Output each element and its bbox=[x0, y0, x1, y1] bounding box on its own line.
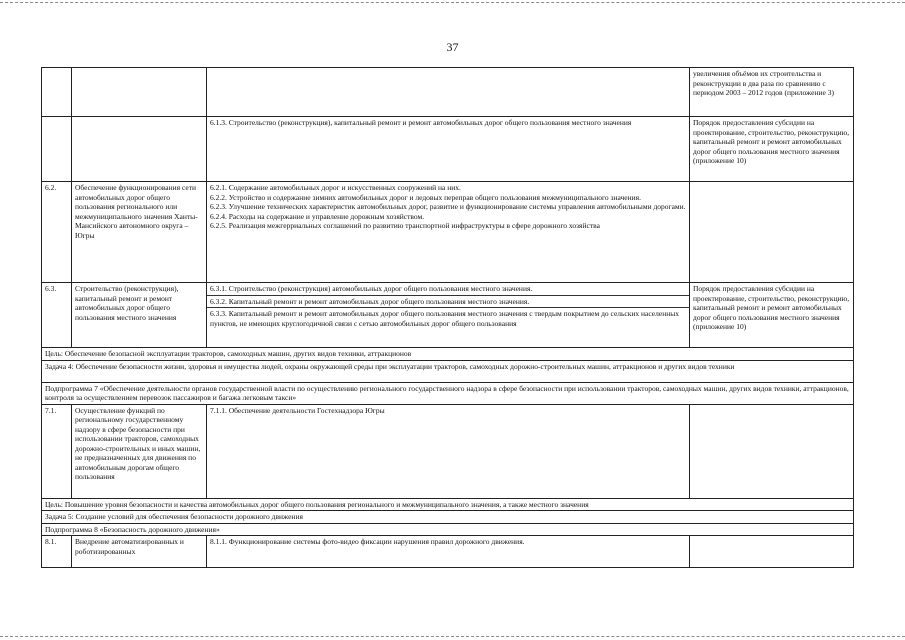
table-row bbox=[42, 117, 854, 182]
cell-name: Внедрение автоматизированных и роботизированных bbox=[72, 536, 207, 568]
subprogram-row bbox=[42, 382, 854, 404]
cell-requisites: Порядок предоставления субсидии на проектирование, строительство, реконструкцию, капитальный ремонт и ремонт автомобильных дорог общего пользования местного значения (приложение 10) bbox=[690, 117, 854, 182]
cell-name: Осуществление функций по региональному государственному надзору в сфере безопасности при использовании тракторов, самоходных дорожно-строительных и иных машин, не предназначенных для движения по автомобильным дорогам общего пользования bbox=[72, 404, 207, 498]
cell-requisites bbox=[690, 404, 854, 498]
cell-num: 6.3. bbox=[42, 283, 72, 348]
table-row bbox=[42, 536, 854, 568]
cell-name bbox=[72, 117, 207, 182]
goal-cell: Цель: Повышение уровня безопасности и качества автомобильных дорог общего пользования регионального и межмуниципального значения, а также местного значения bbox=[42, 498, 854, 511]
cell-requisites bbox=[690, 536, 854, 568]
task-cell: Задача 4: Обеспечение безопасности жизни, здоровья и имущества людей, охраны окружающей среды при эксплуатации тракторов, самоходных дорожно-строительных машин, аттракционов и других видов техники bbox=[42, 360, 854, 382]
task-line: 6.2.4. Расходы на содержание и управление дорожным хозяйством. bbox=[210, 211, 425, 221]
cell-name bbox=[72, 68, 207, 117]
task-line: 6.2.2. Устройство и содержание зимних автомобильных дорог и ледовых переправ общего пользования межмуниципального значения. bbox=[210, 192, 641, 202]
cell-num bbox=[42, 68, 72, 117]
cell-name: Обеспечение функционирования сети автомобильных дорог общего пользования регионального или межмуниципального значения Ханты-Мансийского автономного округа – Югры bbox=[72, 182, 207, 283]
cell-task: 6.1.3. Строительство (реконструкция), капитальный ремонт и ремонт автомобильных дорог общего пользования местного значения bbox=[207, 117, 690, 182]
table-row bbox=[42, 68, 854, 117]
cell-task bbox=[207, 68, 690, 117]
subprogram-cell: Подпрограмма 8 «Безопасность дорожного движения» bbox=[42, 523, 854, 536]
task-line: 6.2.3. Улучшение технических характеристик автомобильных дорог, развитие и функционирование системы управления автомобильными дорогами. bbox=[210, 202, 686, 211]
cell-num: 7.1. bbox=[42, 404, 72, 498]
subprogram-row bbox=[42, 523, 854, 536]
task-row bbox=[42, 511, 854, 524]
task-line: 6.3.2. Капитальный ремонт и ремонт автомобильных дорог общего пользования местного значения. bbox=[207, 296, 689, 309]
table-row bbox=[42, 404, 854, 498]
table-row bbox=[42, 283, 854, 348]
cell-task bbox=[207, 182, 690, 283]
cell-num bbox=[42, 117, 72, 182]
task-line: 6.3.1. Строительство (реконструкция) автомобильных дорог общего пользования местного значения. bbox=[207, 283, 689, 296]
cell-requisites bbox=[690, 182, 854, 283]
program-table bbox=[41, 67, 854, 568]
goal-cell: Цель: Обеспечение безопасной эксплуатации тракторов, самоходных машин, других видов техники, аттракционов bbox=[42, 348, 854, 361]
task-row bbox=[42, 360, 854, 382]
cell-num: 8.1. bbox=[42, 536, 72, 568]
page-number: 37 bbox=[446, 40, 459, 54]
task-cell: Задача 5: Создание условий для обеспечения безопасности дорожного движения bbox=[42, 511, 854, 524]
goal-row bbox=[42, 348, 854, 361]
scan-edge-top bbox=[0, 2, 905, 3]
task-line: 6.2.1. Содержание автомобильных дорог и искусственных сооружений на них. bbox=[210, 183, 461, 192]
task-line: 6.2.5. Реализация межгерриальных соглашений по развитию транспортной инфраструктуры в сфере дорожного хозяйства bbox=[210, 221, 600, 230]
cell-requisites: Порядок предоставления субсидии на проектирование, строительство, реконструкцию, капитальный ремонт и ремонт автомобильных дорог общего пользования местного значения (приложение 10) bbox=[690, 283, 854, 348]
goal-row bbox=[42, 498, 854, 511]
cell-task bbox=[207, 283, 690, 348]
cell-num: 6.2. bbox=[42, 182, 72, 283]
cell-task: 8.1.1. Функционирование системы фото-видео фиксации нарушения правил дорожного движения. bbox=[207, 536, 690, 568]
scan-edge-bottom bbox=[0, 636, 905, 637]
subprogram-cell: Подпрограмма 7 «Обеспечение деятельности органов государственной власти по осуществлению регионального государственного надзора в сфере безопасности при использовании тракторов, самоходных машин, других видов техники, аттракционов, контроля за осуществлением перевозок пассажиров и багажа легковым такси» bbox=[42, 382, 854, 404]
cell-name: Строительство (реконструкция), капитальный ремонт и ремонт автомобильных дорог общего пользования местного значения bbox=[72, 283, 207, 348]
task-line: 6.3.3. Капитальный ремонт и ремонт автомобильных дорог общего пользования местного значения с твердым покрытием до сельских населенных пунктов, не имеющих круглогодичной связи с сетью автомобильных дорог общего пользования bbox=[210, 309, 680, 328]
cell-task: 7.1.1. Обеспечение деятельности Гостехнадзора Югры bbox=[207, 404, 690, 498]
table-row bbox=[42, 182, 854, 283]
cell-requisites: увеличения объёмов их строительства и реконструкции в два раза по сравнению с периодом 2003 – 2012 годов (приложение 3) bbox=[690, 68, 854, 117]
